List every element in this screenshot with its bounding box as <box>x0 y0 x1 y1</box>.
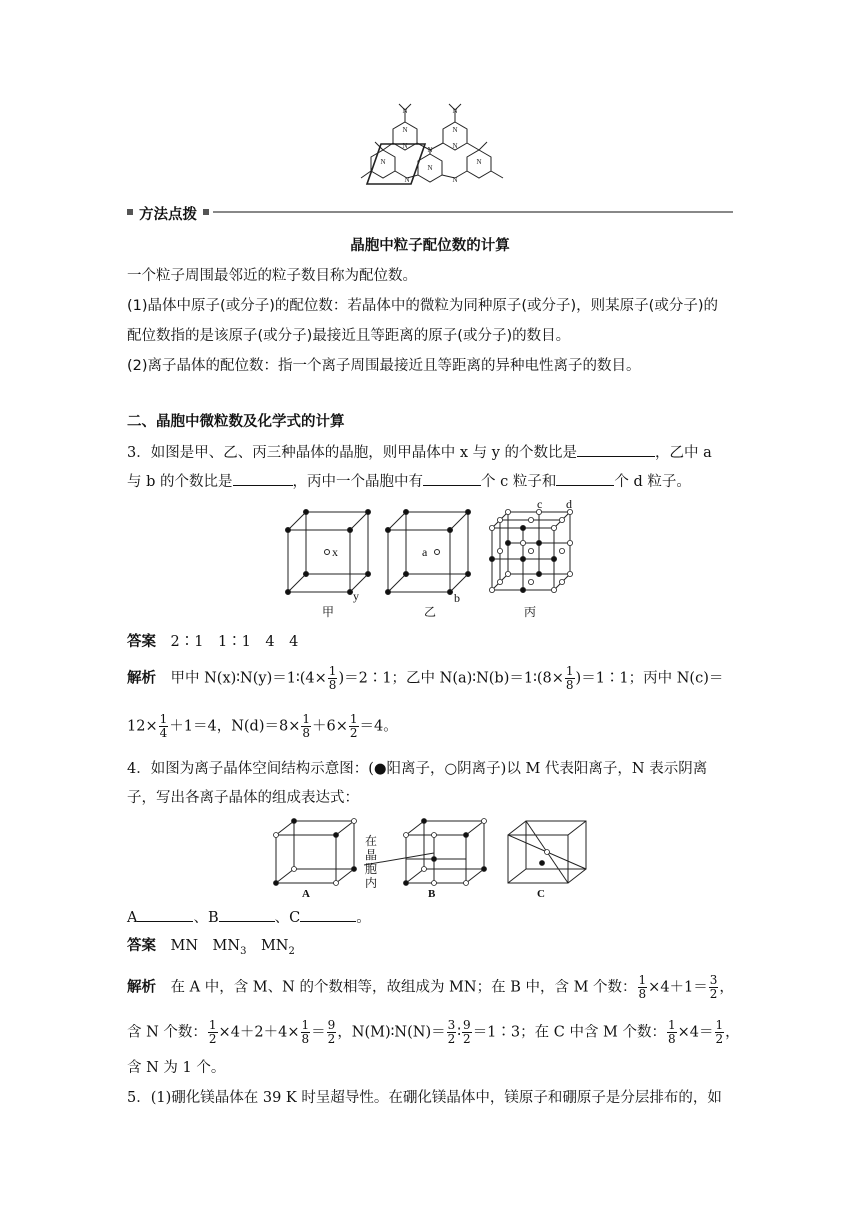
q3-line2: 与 b 的个数比是 ，丙中一个晶胞中有 个 c 粒子和 个 d 粒子。 <box>127 471 691 492</box>
svg-text:N: N <box>402 126 408 134</box>
q3-analysis-line1: 解析 甲中 N(x)∶N(y)＝1∶(4× $\frac{1}{8}$ )＝2∶1；乙中 N(a)∶N(b)＝1∶(8× $\frac{1}{8}$ )＝1∶1；丙中 N(c)＝ <box>127 664 724 692</box>
answer-blank[interactable] <box>556 471 614 486</box>
q4-analysis-line3: 含 N 为 1 个。 <box>127 1060 226 1076</box>
svg-text:c: c <box>537 500 543 511</box>
method-heading: 晶胞中粒子配位数的计算 <box>350 238 510 254</box>
answer-blank[interactable] <box>423 471 481 486</box>
svg-text:在: 在 <box>365 834 378 848</box>
svg-text:C: C <box>537 888 545 900</box>
q3-line1: 3．如图是甲、乙、丙三种晶体的晶胞，则甲晶体中 x 与 y 的个数比是 ，乙中 a <box>127 442 712 463</box>
bullet-square-icon <box>203 209 209 215</box>
svg-text:y: y <box>353 589 359 603</box>
svg-text:N: N <box>380 158 386 166</box>
svg-text:A: A <box>302 888 310 900</box>
part2-title: 二、晶胞中微粒数及化学式的计算 <box>127 414 345 430</box>
svg-text:b: b <box>454 591 460 605</box>
triazine-network-figure <box>355 98 515 192</box>
svg-text:晶: 晶 <box>365 848 378 862</box>
q5-line1: 5．(1)硼化镁晶体在 39 K 时呈超导性。在硼化镁晶体中，镁原子和硼原子是分层排布的，如 <box>127 1090 722 1106</box>
q4-analysis-line1: 解析 在 A 中，含 M、N 的个数相等，故组成为 MN；在 B 中，含 M 个数： $\frac{1}{8}$ ×4＋1＝ $\frac{3}{2}$ ， <box>127 973 734 1001</box>
section-header-bar <box>127 203 733 223</box>
svg-text:丙: 丙 <box>524 605 537 619</box>
svg-text:甲: 甲 <box>322 605 335 619</box>
q4-answer: 答案 MN $MN_3$ $MN_2$ <box>127 938 295 957</box>
q3-answer: 答案 2∶1 1∶1 4 4 <box>127 634 299 650</box>
answer-blank[interactable] <box>219 907 275 922</box>
svg-text:N: N <box>427 146 433 154</box>
svg-text:乙: 乙 <box>424 605 437 619</box>
svg-text:N: N <box>452 176 458 184</box>
svg-text:N: N <box>404 176 410 184</box>
q3-crystal-cells-figure <box>282 500 582 622</box>
method-p1b: 配位数指的是该原子(或分子)最接近且等距离的原子(或分子)的数目。 <box>127 328 571 344</box>
svg-text:内: 内 <box>365 876 378 890</box>
svg-text:N: N <box>476 158 482 166</box>
answer-blank[interactable] <box>300 907 356 922</box>
svg-text:胞: 胞 <box>365 862 378 876</box>
svg-text:x: x <box>332 545 338 559</box>
q4-analysis-line2: 含 N 个数： $\frac{1}{2}$ ×4＋2＋4× $\frac{1}{8}$ ＝ $\frac{9}{2}$ ，N(M)∶N(N)＝ $\frac{3}{2}$ ∶ $\frac{9}{2}$ ＝1∶3；在 C 中含 M 个数： $\frac{1}{8}$ ×4＝ $\frac{1}{2}$ ， <box>127 1018 740 1046</box>
answer-blank[interactable] <box>233 471 293 486</box>
q4-blanks: A 、B 、C 。 <box>127 907 371 928</box>
svg-text:a: a <box>422 545 428 559</box>
q4-line2: 子，写出各离子晶体的组成表达式： <box>127 790 359 806</box>
svg-text:N: N <box>452 142 458 150</box>
svg-text:N: N <box>402 142 408 150</box>
divider <box>213 211 733 213</box>
bullet-square-icon <box>127 209 133 215</box>
q4-line1: 4．如图为离子晶体空间结构示意图：(●阳离子，○阴离子)以 M 代表阳离子，N 表示阴离 <box>127 761 708 777</box>
svg-text:B: B <box>428 888 436 900</box>
method-p1a: (1)晶体中原子(或分子)的配位数：若晶体中的微粒为同种原子(或分子)，则某原子(或分子)的 <box>127 298 718 314</box>
svg-text:N: N <box>427 164 433 172</box>
q3-analysis-line2: 12× $\frac{1}{4}$ ＋1＝4，N(d)＝8× $\frac{1}{8}$ ＋6× $\frac{1}{2}$ ＝4。 <box>127 712 398 740</box>
answer-blank[interactable] <box>137 907 193 922</box>
svg-text:d: d <box>566 500 572 511</box>
method-intro: 一个粒子周围最邻近的粒子数目称为配位数。 <box>127 268 417 284</box>
section-title: 方法点拨 <box>139 207 197 223</box>
answer-blank[interactable] <box>577 442 655 457</box>
svg-text:N: N <box>452 107 458 115</box>
svg-text:N: N <box>402 107 408 115</box>
method-p2: (2)离子晶体的配位数：指一个离子周围最接近且等距离的异种电性离子的数目。 <box>127 358 641 374</box>
q4-ionic-crystal-figure <box>272 815 592 900</box>
svg-text:N: N <box>452 126 458 134</box>
